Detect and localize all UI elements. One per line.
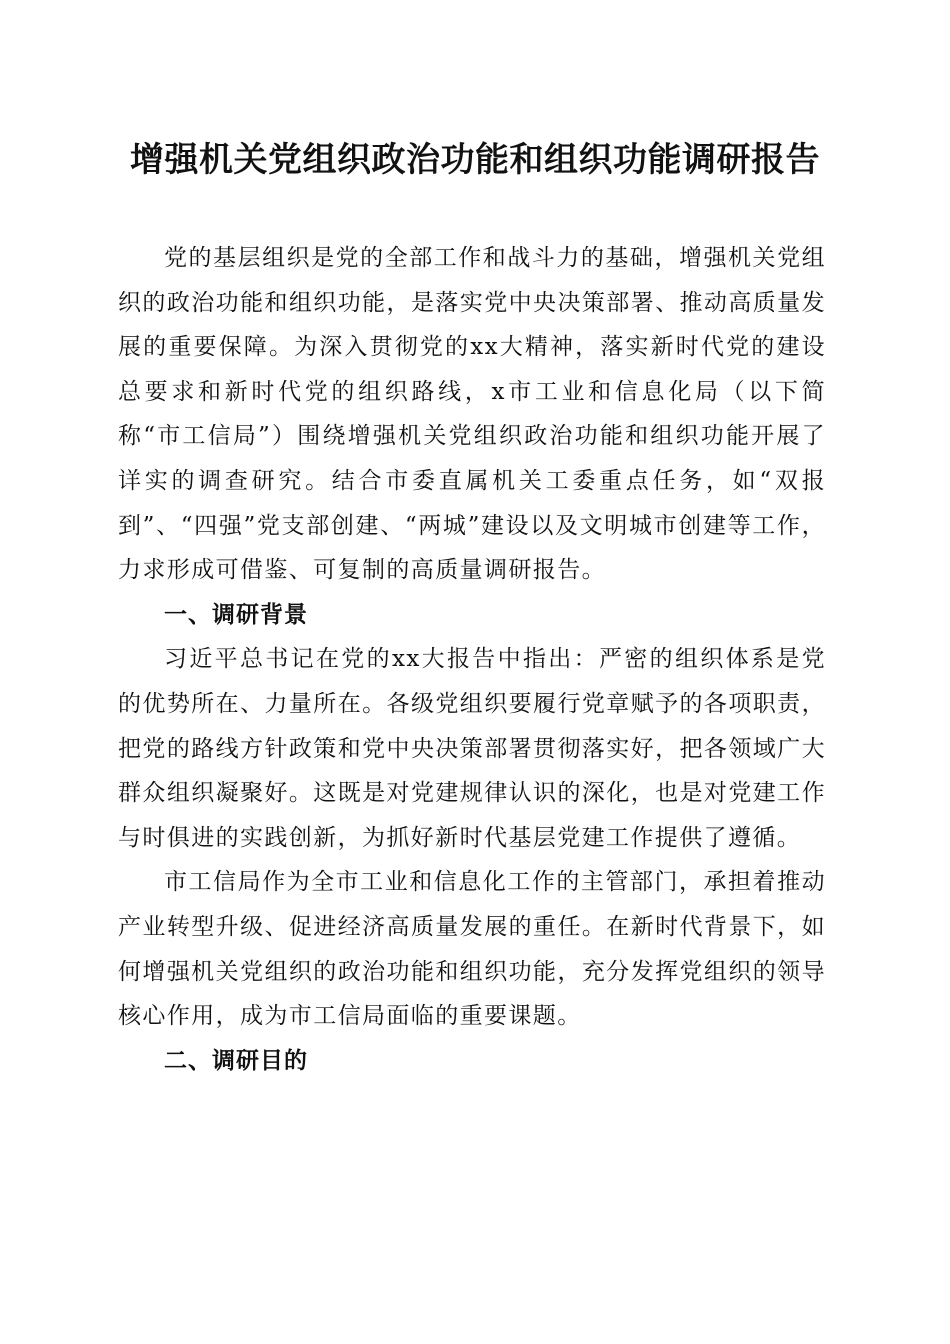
section-heading-purpose: 二、调研目的 [164, 1047, 308, 1074]
section-heading-background: 一、调研背景 [164, 601, 308, 628]
background-paragraph-2: 市工信局作为全市工业和信息化工作的主管部门，承担着推动产业转型升级、促进经济高质量发展的重任。在新时代背景下，如何增强机关党组织的政治功能和组织功能，充分发挥党组织的领导核心作用，成为市工信局面临的重要课题。 [118, 869, 826, 1030]
document-title: 增强机关党组织政治功能和组织功能调研报告 [130, 140, 820, 180]
background-paragraph-1: 习近平总书记在党的xx大报告中指出：严密的组织体系是党的优势所在、力量所在。各级党组织要履行党章赋予的各项职责，把党的路线方针政策和党中央决策部署贯彻落实好，把各领域广大群众组织凝聚好。这既是对党建规律认识的深化，也是对党建工作与时俱进的实践创新，为抓好新时代基层党建工作提供了遵循。 [118, 646, 826, 851]
document-body [118, 236, 826, 1083]
intro-paragraph: 党的基层组织是党的全部工作和战斗力的基础，增强机关党组织的政治功能和组织功能，是落实党中央决策部署、推动高质量发展的重要保障。为深入贯彻党的xx大精神，落实新时代党的建设总要求和新时代党的组织路线，x市工业和信息化局（以下简称“市工信局”）围绕增强机关党组织政治功能和组织功能开展了详实的调查研究。结合市委直属机关工委重点任务，如“双报到”、“四强”党支部创建、“两城”建设以及文明城市创建等工作，力求形成可借鉴、可复制的高质量调研报告。 [118, 245, 826, 584]
